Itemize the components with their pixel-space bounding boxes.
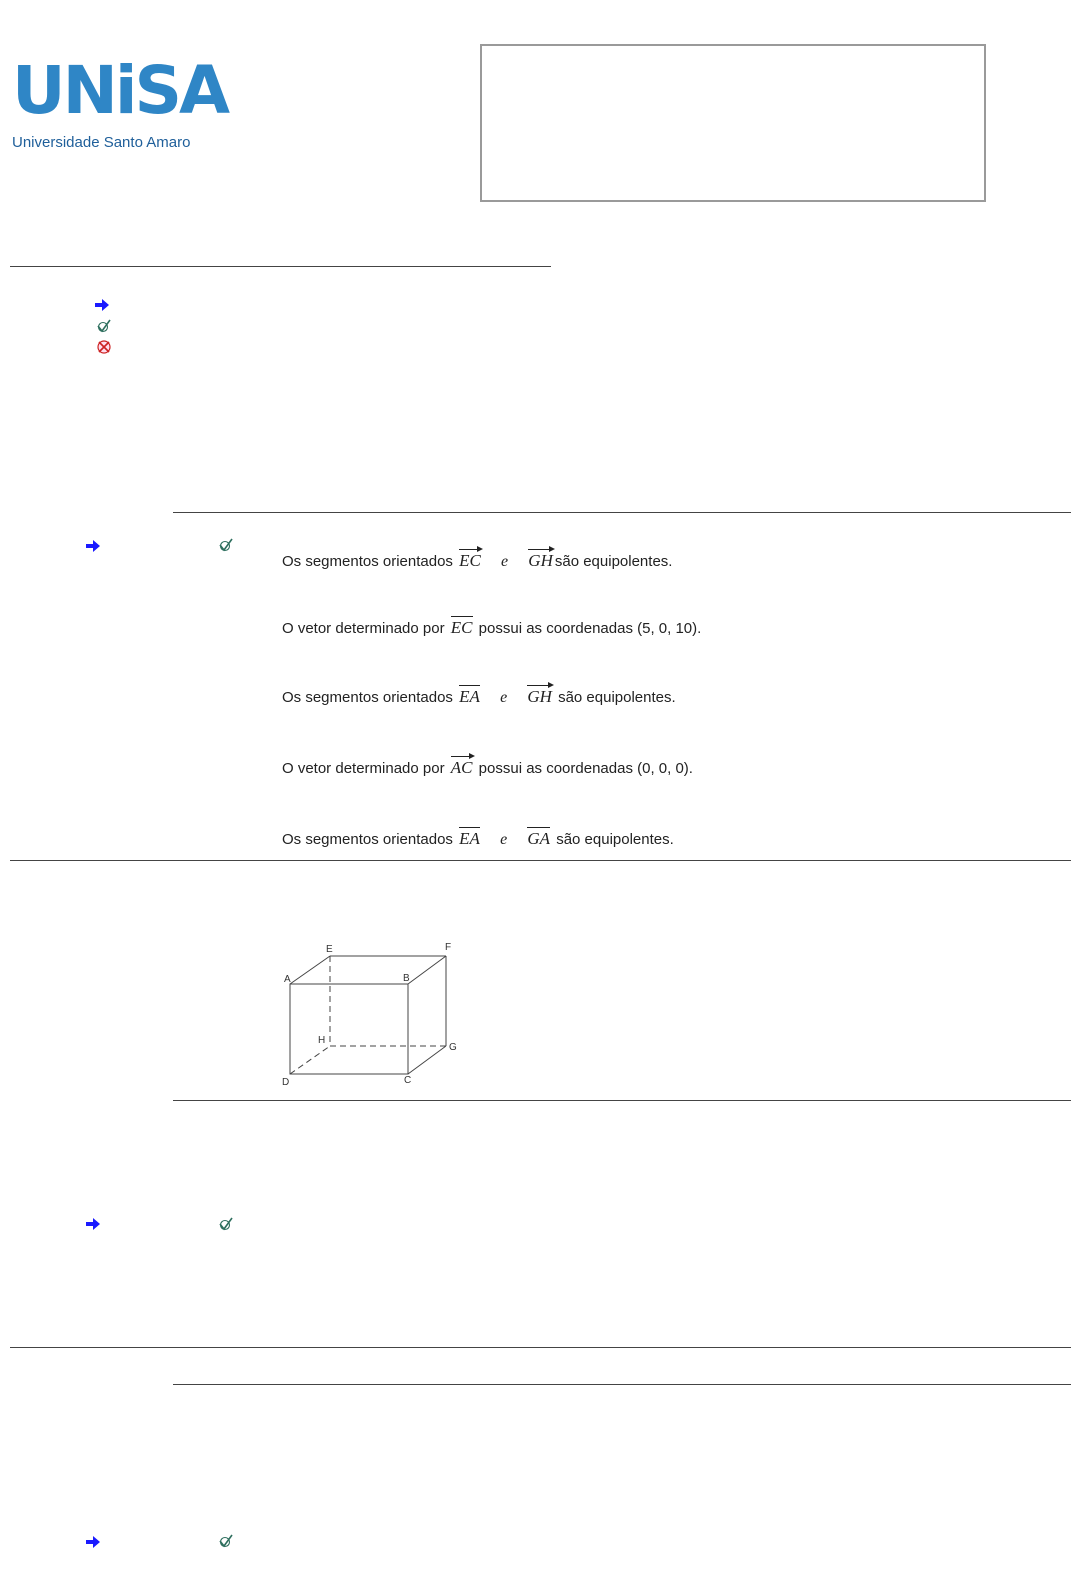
vertex-label: B [403, 973, 410, 984]
answer-option-2 [282, 615, 701, 638]
wrong-x-icon [96, 339, 112, 355]
vector-label: GH [528, 548, 553, 571]
arrow-right-icon [85, 1534, 101, 1550]
student-info-box [480, 44, 986, 202]
answer-option-3 [282, 684, 676, 707]
vector-label: EC [451, 615, 473, 638]
question2-top-divider [173, 1100, 1071, 1101]
option-text: Os segmentos orientados [282, 553, 453, 570]
cube-figure [278, 938, 468, 1090]
vertex-label: A [284, 974, 291, 985]
header-divider [10, 266, 551, 267]
vertex-label: H [318, 1035, 326, 1046]
option-text: possui as coordenadas (0, 0, 0). [478, 760, 693, 777]
check-pencil-icon [96, 318, 112, 334]
vector-label: EA [459, 684, 480, 707]
vertex-label: G [449, 1042, 457, 1053]
question2-bottom-divider [10, 1347, 1071, 1348]
vertex-label: F [445, 942, 452, 953]
conjunction: e [501, 553, 509, 570]
option-text: são equipolentes. [554, 553, 673, 570]
answer-option-5 [282, 826, 674, 849]
vector-label: AC [451, 755, 473, 778]
answer-option-4 [282, 755, 693, 778]
option-text: O vetor determinado por [282, 760, 445, 777]
option-text: Os segmentos orientados [282, 831, 453, 848]
option-text: são equipolentes. [556, 831, 674, 848]
vector-label: EC [459, 548, 481, 571]
check-pencil-icon [218, 1533, 234, 1549]
arrow-right-icon [85, 1216, 101, 1232]
cube-front-face [290, 984, 408, 1074]
option-text: Os segmentos orientados [282, 689, 453, 706]
arrow-right-icon [85, 538, 101, 554]
unisa-logo: UNiSA [12, 52, 228, 129]
check-pencil-icon [218, 537, 234, 553]
check-pencil-icon [218, 1216, 234, 1232]
arrow-right-icon [94, 297, 110, 313]
conjunction: e [500, 689, 508, 706]
option-text: possui as coordenadas (5, 0, 10). [478, 620, 702, 637]
option-text: são equipolentes. [558, 689, 676, 706]
vertex-label: C [404, 1075, 412, 1086]
answer-option-1 [282, 548, 672, 571]
question1-bottom-divider [10, 860, 1071, 861]
unisa-logo-subtitle: Universidade Santo Amaro [12, 134, 191, 151]
vertex-label: D [282, 1077, 290, 1088]
question3-top-divider [173, 1384, 1071, 1385]
conjunction: e [500, 831, 508, 848]
option-text: O vetor determinado por [282, 620, 445, 637]
vector-label: GH [527, 684, 552, 707]
question1-top-divider [173, 512, 1071, 513]
vector-label: GA [527, 826, 550, 849]
vector-label: EA [459, 826, 480, 849]
vertex-label: E [326, 944, 333, 955]
